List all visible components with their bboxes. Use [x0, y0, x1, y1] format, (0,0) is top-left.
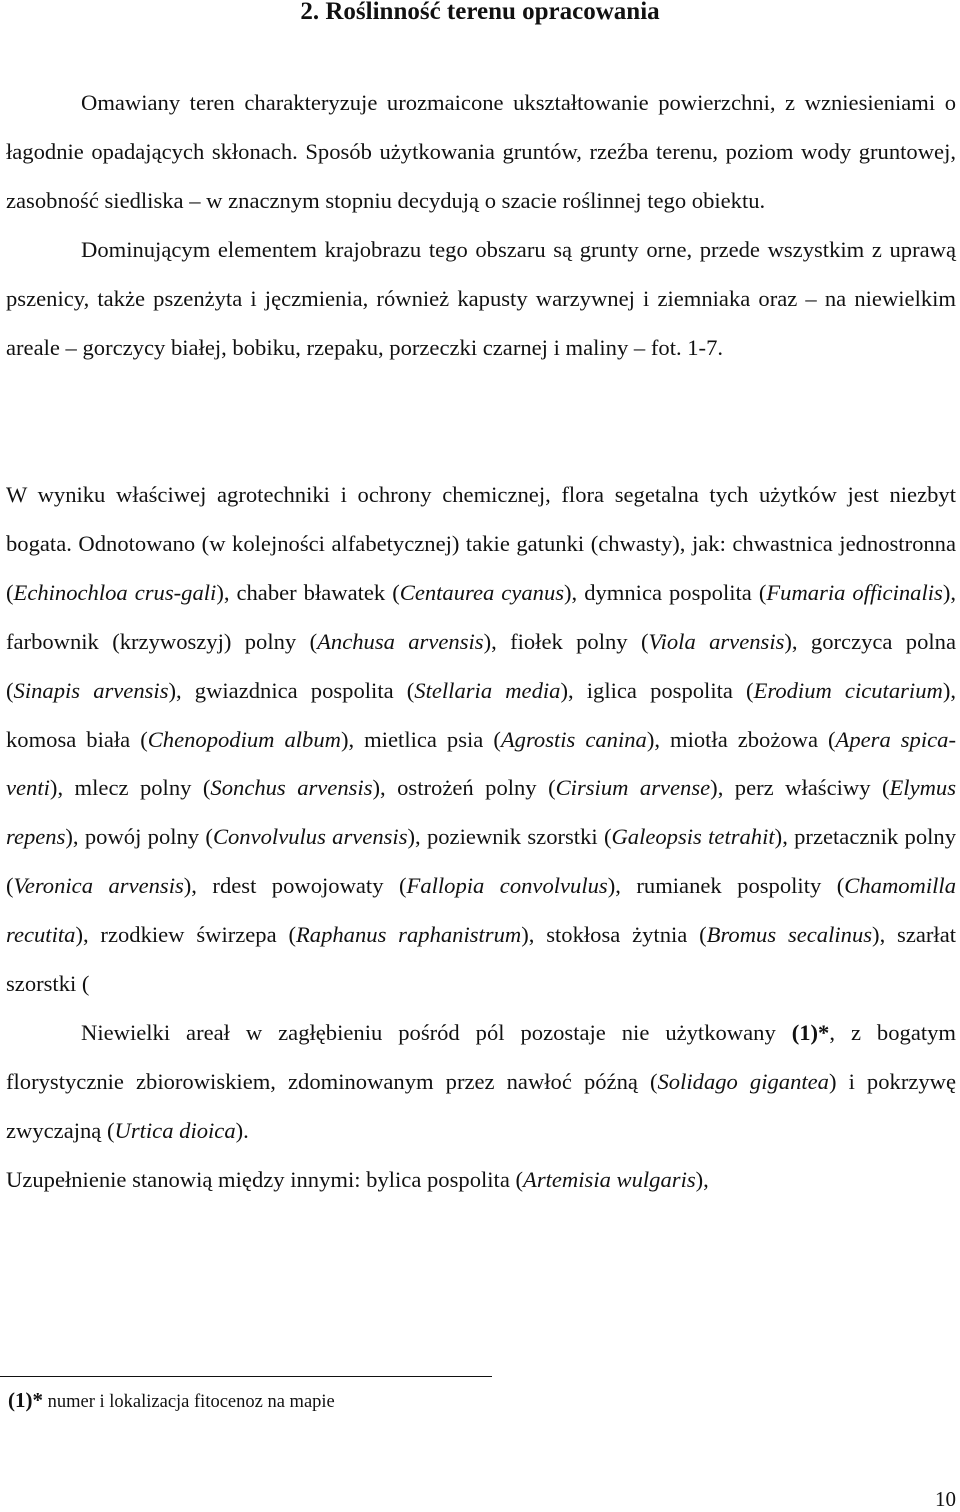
species-name: Veronica arvensis: [13, 873, 184, 899]
species-name: Convolvulus arvensis: [212, 824, 408, 850]
species-name: Cirsium arvense: [555, 775, 711, 801]
species-name: Agrostis canina: [500, 726, 647, 752]
footnote-reference: (1)*: [791, 1019, 830, 1045]
paragraph-crops: Dominującym elementem krajobrazu tego obszaru są grunty orne, przede wszystkim z uprawą pszenicy, także pszenżyta i jęczmienia, również kapusty warzywnej i ziemniaka oraz – na niewielkim areale – gorczycy białej, bobiku, rzepaku, porzeczki czarnej i maliny – fot. 1-7.: [6, 236, 956, 360]
species-name: Fumaria officinalis: [766, 579, 943, 605]
page-number: 10: [935, 1487, 956, 1511]
section-heading: 2. Roślinność terenu opracowania: [300, 0, 660, 25]
species-name: Artemisia wulgaris: [523, 1166, 696, 1192]
species-name: Anchusa arvensis: [317, 628, 484, 654]
weeds-text: [6, 471, 956, 1205]
species-name: Solidago gigantea: [657, 1068, 829, 1094]
species-name: Erodium cicutarium: [753, 677, 943, 703]
species-name: Sinapis arvensis: [13, 677, 169, 703]
footnote-marker: (1)*: [8, 1388, 43, 1412]
paragraph-meadow: Niewielki areał w zagłębieniu pośród pól pozostaje nie użytkowany (1)*, z bogatym florystycznie zbiorowiskiem, zdominowanym przez nawłoć późną (Solidago gigantea) i pokrzywę zwyczajną (Urtica dioica).: [6, 1019, 957, 1143]
species-name: Chamomilla recutita: [6, 873, 957, 948]
paragraph-intro: Omawiany teren charakteryzuje urozmaicone ukształtowanie powierzchni, z wzniesieniami o łagodnie opadających skłonach. Sposób użytkowania gruntów, rzeźba terenu, poziom wody gruntowej, zasobność siedliska – w znacznym stopniu decydują o szacie roślinnej tego obiektu.: [6, 90, 956, 213]
species-name: Stellaria media: [414, 677, 561, 703]
species-name: Bromus secalinus: [706, 922, 873, 948]
species-name: Urtica dioica: [114, 1117, 236, 1143]
species-name: Sonchus arvensis: [210, 775, 373, 801]
paragraph-supplement: Uzupełnienie stanowią między innymi: bylica pospolita (Artemisia wulgaris),: [6, 1166, 709, 1192]
species-name: Echinochloa crus-gali: [13, 579, 217, 605]
footnote-divider: [0, 1376, 492, 1377]
species-name: Viola arvensis: [648, 628, 785, 654]
weeds-intro-text: W wyniku właściwej agrotechniki i ochrony chemicznej, flora segetalna tych użytków jest niezbyt bogata. Odnotowano (w kolejności alfabetycznej) takie gatunki (chwasty), jak: chwastnica jednostronna (: [6, 482, 956, 605]
species-name: Centaurea cyanus: [399, 579, 565, 605]
footnote-text: numer i lokalizacja fitocenoz na mapie: [43, 1392, 335, 1412]
species-name: Chenopodium album: [147, 726, 341, 752]
species-name: Apera spica-venti: [6, 726, 956, 801]
species-name: Galeopsis tetrahit: [611, 824, 775, 850]
species-name: Fallopia convolvulus: [406, 873, 608, 899]
species-name: Raphanus raphanistrum: [295, 922, 522, 948]
footnote: [8, 1387, 335, 1415]
intro-text: [6, 79, 956, 372]
paragraph-weeds: W wyniku właściwej agrotechniki i ochrony chemicznej, flora segetalna tych użytków jest niezbyt bogata. Odnotowano (w kolejności alfabetycznej) takie gatunki (chwasty), jak: chwastnica jednostronna (Echinochloa crus-gali), chaber bławatek (Centaurea cyanus), dymnica pospolita (Fumaria officinalis), farbownik (krzywoszyj) polny (Anchusa arvensis), fiołek polny (Viola arvensis), gorczyca polna (Sinapis arvensis), gwiazdnica pospolita (Stellaria media), iglica pospolita (Erodium cicutarium), komosa biała (Chenopodium album), mietlica psia (Agrostis canina), miotła zbożowa (Apera spica-venti), mlecz polny (Sonchus arvensis), ostrożeń polny (Cirsium arvense), perz właściwy (Elymus repens), powój polny (Convolvulus arvensis), poziewnik szorstki (Galeopsis tetrahit), przetacznik polny (Veronica arvensis), rdest powojowaty (Fallopia convolvulus), rumianek pospolity (Chamomilla recutita), rzodkiew świrzepa (Raphanus raphanistrum), stokłosa żytnia (Bromus secalinus), szarłat szorstki (: [6, 482, 957, 997]
species-name: Elymus repens: [6, 775, 956, 850]
